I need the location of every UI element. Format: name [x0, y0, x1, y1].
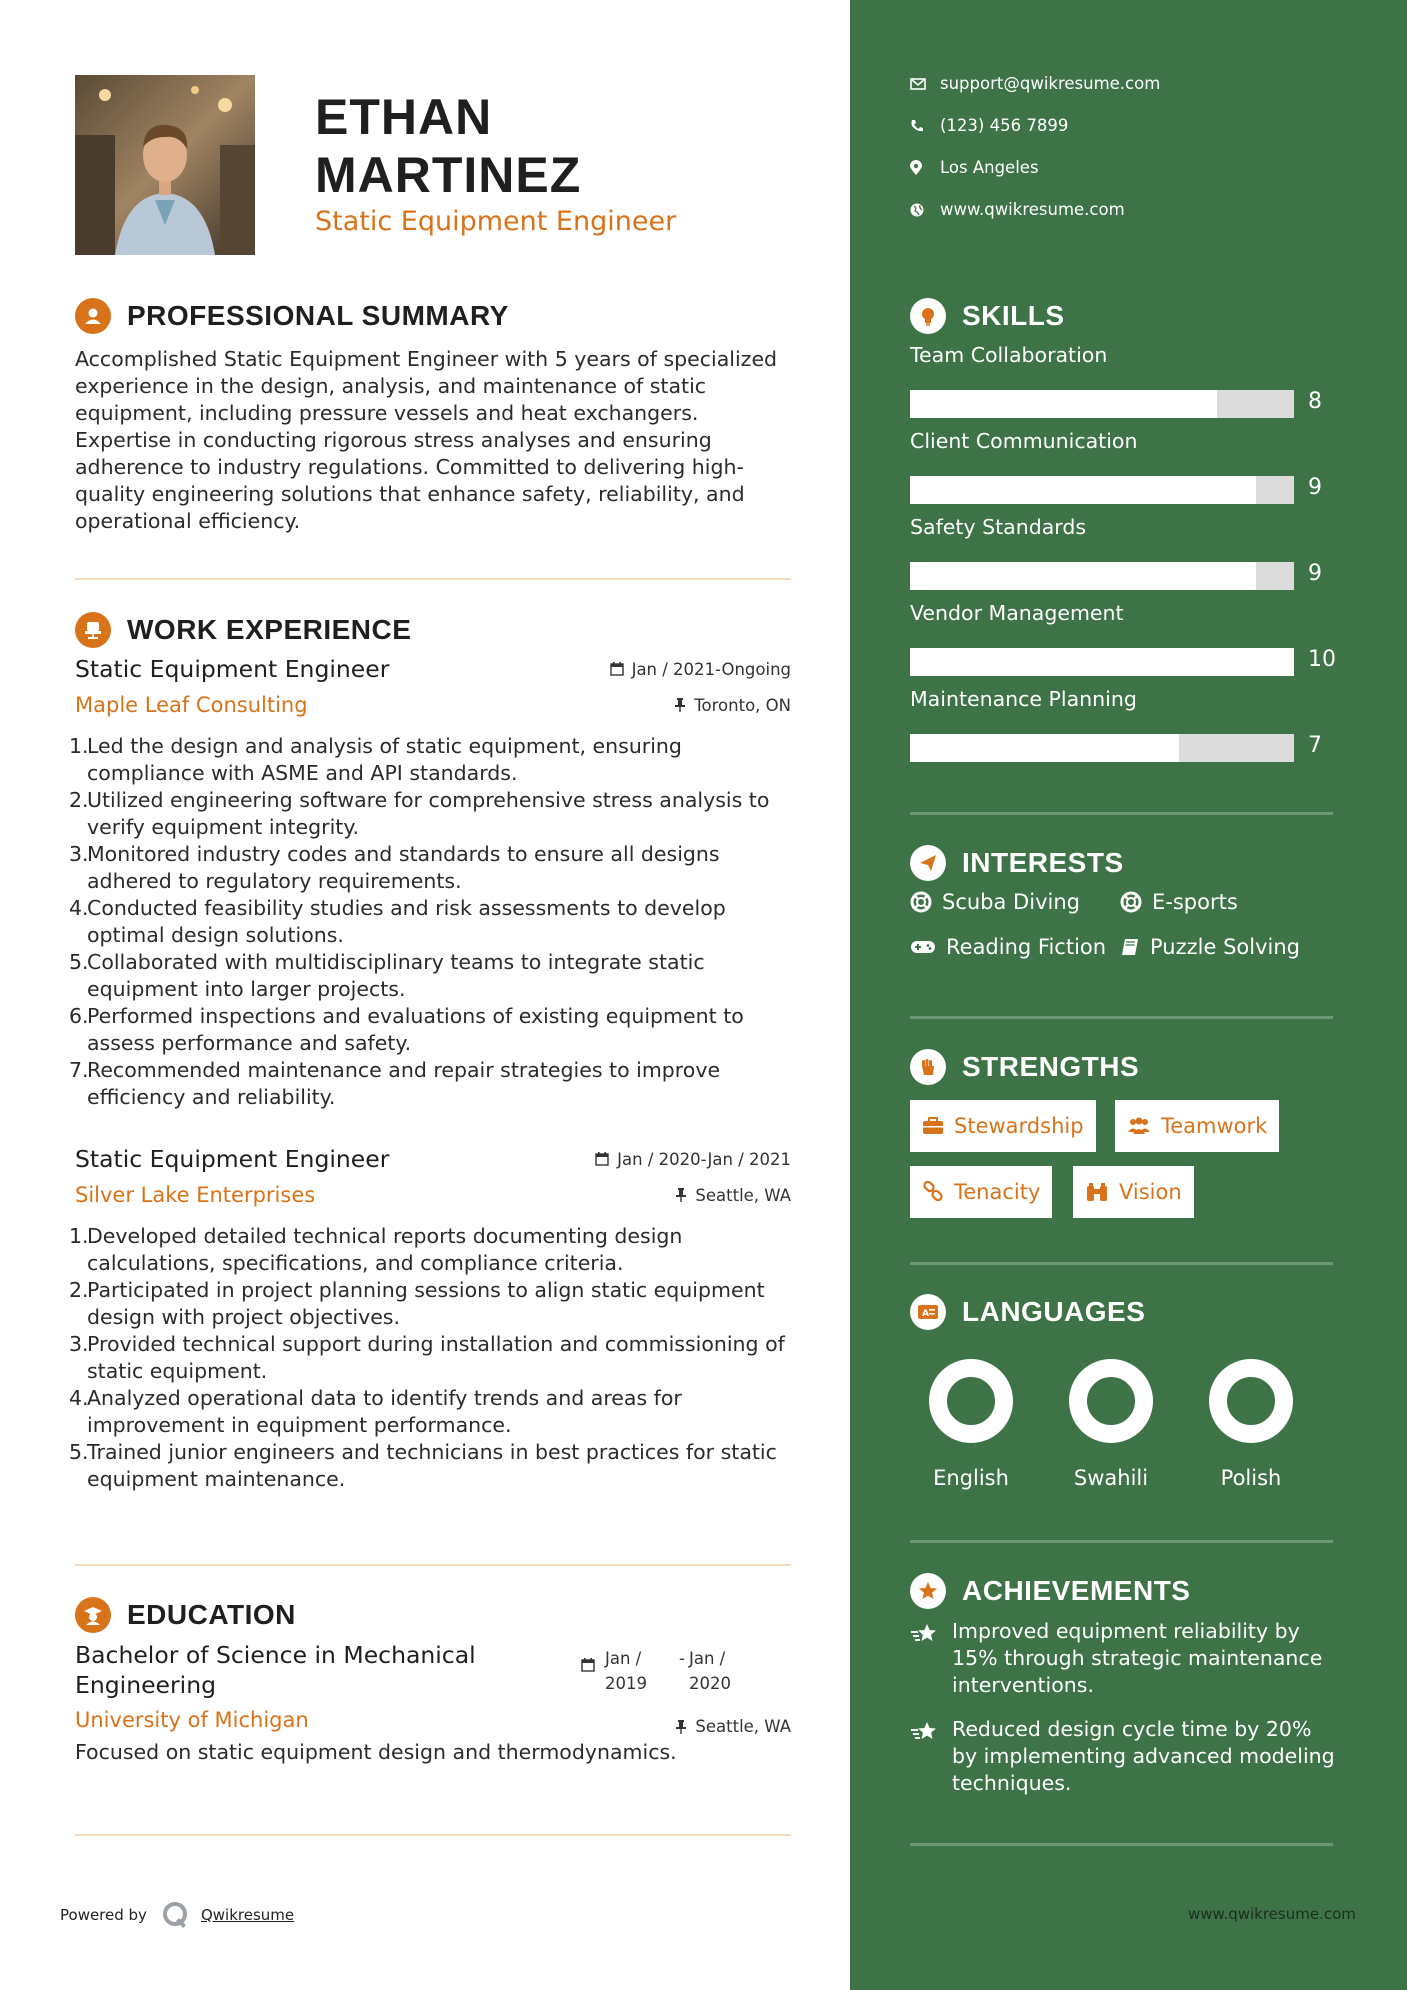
powered-by: Powered by Qwikresume	[60, 1900, 294, 1930]
briefcase-icon	[922, 1117, 944, 1135]
achievements-title: ACHIEVEMENTS	[962, 1575, 1191, 1606]
job-bullet: 6.Performed inspections and evaluations of existing equipment to assess performance and safety.	[69, 1004, 744, 1055]
job-location: Toronto, ON	[674, 696, 791, 715]
binoculars-icon	[1085, 1182, 1109, 1202]
phone-icon	[910, 119, 940, 133]
section-divider	[910, 1262, 1333, 1265]
star-icon	[910, 1720, 940, 1744]
job-bullet: 1.Developed detailed technical reports documenting design calculations, specifications, and compliance criteria.	[69, 1224, 683, 1275]
name-line-1: ETHAN	[315, 89, 493, 145]
skill-value: 7	[1308, 733, 1322, 758]
job-bullet: 5.Collaborated with multidisciplinary teams to integrate static equipment into larger projects.	[69, 950, 705, 1001]
education-heading	[75, 1597, 296, 1633]
skill-bar	[910, 734, 1294, 762]
envelope-icon	[910, 78, 940, 90]
user-icon	[75, 298, 111, 334]
job-bullet: 3.Monitored industry codes and standards to ensure all designs adhered to regulatory requirements.	[69, 842, 720, 893]
skill-bar-fill	[910, 476, 1256, 504]
interest-item: E-sports	[1120, 890, 1238, 914]
job-entry	[69, 655, 791, 1111]
section-divider	[910, 1843, 1333, 1846]
skill-item	[910, 515, 1340, 586]
language-ring	[1068, 1358, 1154, 1444]
job-location: Seattle, WA	[675, 1186, 791, 1205]
contact-website[interactable]: www.qwikresume.com	[910, 200, 1125, 219]
skill-bar	[910, 648, 1294, 676]
job-company: Maple Leaf Consulting	[75, 693, 308, 717]
language-icon	[910, 1294, 946, 1330]
lightbulb-icon	[910, 298, 946, 334]
job-company: Silver Lake Enterprises	[75, 1183, 316, 1207]
qwikresume-logo-icon	[161, 1900, 191, 1930]
education-entry	[75, 1640, 791, 1764]
education-title: EDUCATION	[127, 1599, 296, 1630]
job-bullet: 2.Participated in project planning sessions to align static equipment design with project objectives.	[69, 1278, 765, 1329]
skill-item	[910, 687, 1340, 758]
profile-photo	[75, 75, 255, 255]
skill-name: Vendor Management	[910, 601, 1124, 625]
interests-title: INTERESTS	[962, 847, 1124, 878]
calendar-icon	[595, 1152, 609, 1166]
users-icon	[1127, 1117, 1151, 1135]
job-bullets	[69, 1223, 791, 1493]
calendar-icon	[610, 662, 624, 676]
skill-item	[910, 601, 1340, 672]
pin-icon	[674, 698, 686, 712]
job-dates: Jan / 2021-Ongoing	[610, 660, 791, 679]
job-bullets	[69, 733, 791, 1111]
achievement-item: Improved equipment reliability by 15% through strategic maintenance interventions.	[910, 1618, 1340, 1699]
book-icon	[1120, 937, 1140, 957]
languages-title: LANGUAGES	[962, 1296, 1146, 1327]
globe-icon	[910, 203, 940, 217]
edu-dates	[581, 1646, 759, 1696]
lifebuoy-icon	[910, 891, 932, 913]
skill-item	[910, 343, 1340, 414]
job-bullet: 7.Recommended maintenance and repair strategies to improve efficiency and reliability.	[69, 1058, 721, 1109]
job-entry	[69, 1145, 791, 1493]
language-item: Swahili	[1051, 1358, 1171, 1490]
skill-bar	[910, 390, 1294, 418]
candidate-title: Static Equipment Engineer	[315, 206, 677, 237]
section-divider	[910, 812, 1333, 815]
name-line-2: MARTINEZ	[315, 147, 582, 203]
qwikresume-link[interactable]: Qwikresume	[200, 1906, 295, 1924]
lifebuoy-icon	[1120, 891, 1142, 913]
job-bullet: 2.Utilized engineering software for comprehensive stress analysis to verify equipment integrity.	[69, 788, 770, 839]
star-icon	[910, 1622, 940, 1646]
link-icon	[922, 1181, 944, 1203]
edu-end: Jan / 2020	[689, 1649, 731, 1693]
skill-bar-fill	[910, 390, 1217, 418]
job-bullet: 1.Led the design and analysis of static equipment, ensuring compliance with ASME and API standards.	[69, 734, 682, 785]
interests-heading	[910, 845, 1124, 881]
strengths-title: STRENGTHS	[962, 1051, 1140, 1082]
skill-bar	[910, 562, 1294, 590]
language-ring	[1208, 1358, 1294, 1444]
star-badge-icon	[910, 1573, 946, 1609]
strength-chip: Tenacity	[910, 1166, 1052, 1218]
skill-value: 8	[1308, 389, 1322, 414]
interest-item: Puzzle Solving	[1120, 935, 1300, 959]
skills-heading	[910, 298, 1065, 334]
candidate-name	[315, 88, 581, 204]
skill-bar-fill	[910, 734, 1179, 762]
calendar-icon	[581, 1658, 595, 1672]
section-divider	[75, 578, 791, 580]
job-bullet: 3.Provided technical support during installation and commissioning of static equipment.	[69, 1332, 785, 1383]
edu-location: Seattle, WA	[675, 1717, 791, 1736]
job-bullet: 4.Conducted feasibility studies and risk assessments to develop optimal design solutions.	[69, 896, 726, 947]
skill-bar-fill	[910, 648, 1294, 676]
svg-text:A: A	[922, 1309, 929, 1319]
job-bullet: 5.Trained junior engineers and technicians in best practices for static equipment maintenance.	[69, 1440, 777, 1491]
job-bullet: 4.Analyzed operational data to identify trends and areas for improvement in equipment performance.	[69, 1386, 682, 1437]
edu-school: University of Michigan	[75, 1708, 309, 1732]
map-marker-icon	[910, 160, 940, 175]
chair-icon	[75, 612, 111, 648]
section-divider	[910, 1540, 1333, 1543]
contact-location: Los Angeles	[910, 158, 1039, 177]
language-ring	[928, 1358, 1014, 1444]
languages-heading	[910, 1294, 1145, 1330]
skill-name: Team Collaboration	[910, 343, 1108, 367]
achievements-heading	[910, 1573, 1190, 1609]
job-dates: Jan / 2020-Jan / 2021	[595, 1150, 791, 1169]
skill-value: 9	[1308, 561, 1322, 586]
skill-item	[910, 429, 1340, 500]
section-divider	[75, 1564, 791, 1566]
job-role: Static Equipment Engineer	[75, 655, 390, 683]
skill-value: 10	[1308, 647, 1336, 672]
summary-text: Accomplished Static Equipment Engineer with 5 years of specialized experience in the design, analysis, and maintenance of static equipment, including pressure vessels and heat exchangers. Expertise in conducting rigorous stress analyses and ensuring adherence to industry regulations. Committed to delivering high-quality engineering solutions that enhance safety, reliability, and operational efficiency.	[75, 347, 778, 533]
section-divider	[910, 1016, 1333, 1019]
edu-degree: Bachelor of Science in Mechanical Engineering	[75, 1641, 476, 1699]
experience-title: WORK EXPERIENCE	[127, 614, 412, 645]
strengths-heading	[910, 1049, 1139, 1085]
edu-dash: -	[679, 1649, 685, 1668]
paper-plane-icon	[910, 845, 946, 881]
skill-bar	[910, 476, 1294, 504]
gamepad-icon	[910, 938, 936, 956]
pin-icon	[675, 1188, 687, 1202]
interest-item: Scuba Diving	[910, 890, 1080, 914]
contact-email[interactable]: support@qwikresume.com	[910, 74, 1160, 93]
edu-start: Jan / 2019	[605, 1649, 647, 1693]
strength-chip: Vision	[1073, 1166, 1194, 1218]
fist-icon	[910, 1049, 946, 1085]
contact-phone[interactable]: (123) 456 7899	[910, 116, 1068, 135]
experience-heading	[75, 612, 411, 648]
sidebar	[850, 0, 1407, 1990]
skill-name: Maintenance Planning	[910, 687, 1137, 711]
job-role: Static Equipment Engineer	[75, 1145, 390, 1173]
edu-description: Focused on static equipment design and thermodynamics.	[75, 1740, 677, 1764]
graduate-icon	[75, 1597, 111, 1633]
footer-url[interactable]: www.qwikresume.com	[1188, 1905, 1356, 1923]
section-divider	[75, 1834, 791, 1836]
language-item: English	[911, 1358, 1031, 1490]
summary-heading	[75, 298, 509, 334]
skill-name: Client Communication	[910, 429, 1138, 453]
pin-icon	[675, 1720, 687, 1734]
summary-title: PROFESSIONAL SUMMARY	[127, 300, 509, 331]
strength-chip: Stewardship	[910, 1100, 1096, 1152]
skill-name: Safety Standards	[910, 515, 1087, 539]
achievement-item: Reduced design cycle time by 20% by implementing advanced modeling techniques.	[910, 1716, 1340, 1797]
language-item: Polish	[1191, 1358, 1311, 1490]
interest-item: Reading Fiction	[910, 935, 1106, 959]
skill-value: 9	[1308, 475, 1322, 500]
skills-title: SKILLS	[962, 300, 1065, 331]
skill-bar-fill	[910, 562, 1256, 590]
strength-chip: Teamwork	[1115, 1100, 1279, 1152]
